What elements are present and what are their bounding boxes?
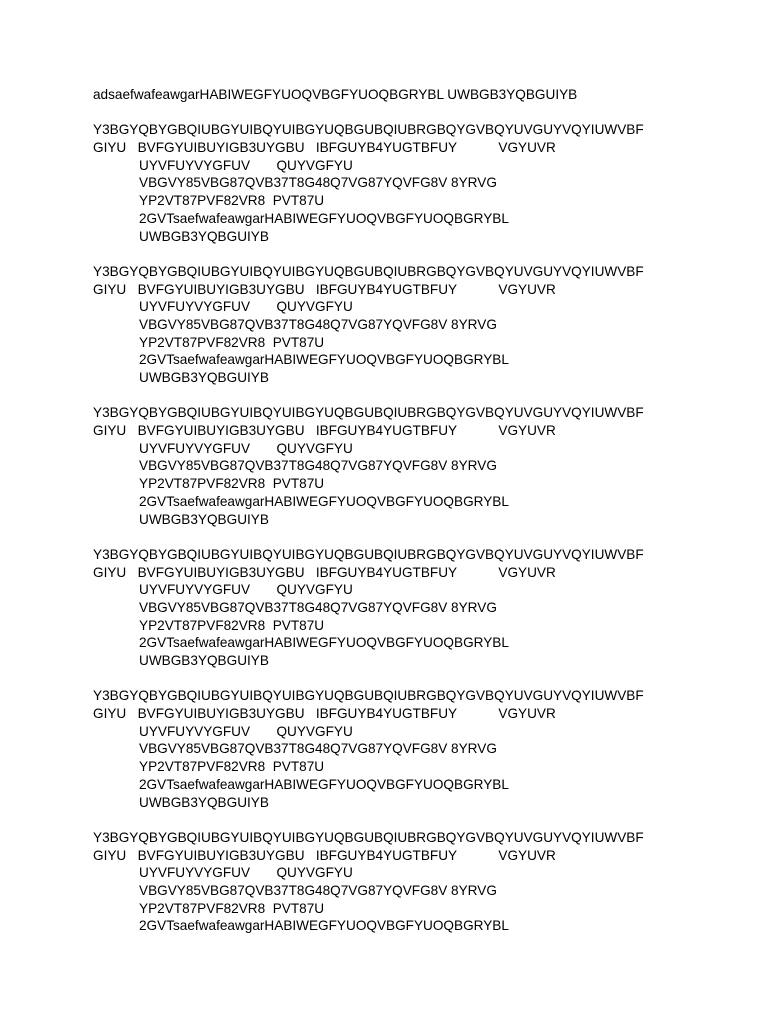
- spacer: [93, 528, 733, 546]
- block-line-2: GIYU BVFGYUIBUYIGB3UYGBU IBFGUYB4YUGTBFUY VGYUVR: [93, 564, 556, 580]
- block-line-6: 2GVTsaefwafeawgarHABIWEGFYUOQVBGFYUOQBGRYBL: [139, 776, 509, 792]
- block-line-1: Y3BGYQBYGBQIUBGYUIBQYUIBGYUQBGUBQIUBRGBQYGVBQYUVGUYVQYIUWVBF: [93, 546, 644, 562]
- intro-line: adsaefwafeawgarHABIWEGFYUOQVBGFYUOQBGRYBL UWBGB3YQBGUIYB: [93, 87, 578, 102]
- block-line-5: YP2VT87PVF82VR8 PVT87U: [139, 759, 325, 775]
- block-line-1: Y3BGYQBYGBQIUBGYUIBQYUIBGYUQBGUBQIUBRGBQYGVBQYUVGUYVQYIUWVBF: [93, 122, 644, 138]
- spacer: [93, 245, 733, 263]
- text-block: [93, 263, 733, 387]
- spacer: [93, 104, 733, 122]
- block-line-4: VBGVY85VBG87QVB37T8G48Q7VG87YQVFG8V 8YRVG: [139, 316, 497, 332]
- block-line-4: VBGVY85VBG87QVB37T8G48Q7VG87YQVFG8V 8YRVG: [139, 175, 497, 191]
- block-line-3: UYVFUYVYGFUV QUYVGFYU: [139, 440, 353, 456]
- document-page: [93, 86, 733, 935]
- block-line-6: 2GVTsaefwafeawgarHABIWEGFYUOQVBGFYUOQBGRYBL: [139, 352, 509, 368]
- block-line-6: 2GVTsaefwafeawgarHABIWEGFYUOQVBGFYUOQBGRYBL: [139, 493, 509, 509]
- block-line-4: VBGVY85VBG87QVB37T8G48Q7VG87YQVFG8V 8YRVG: [139, 458, 497, 474]
- block-line-2: GIYU BVFGYUIBUYIGB3UYGBU IBFGUYB4YUGTBFUY VGYUVR: [93, 706, 556, 722]
- block-line-3: UYVFUYVYGFUV QUYVGFYU: [139, 865, 353, 881]
- block-line-1: Y3BGYQBYGBQIUBGYUIBQYUIBGYUQBGUBQIUBRGBQYGVBQYUVGUYVQYIUWVBF: [93, 263, 644, 279]
- block-line-5: YP2VT87PVF82VR8 PVT87U: [139, 617, 325, 633]
- block-line-1: Y3BGYQBYGBQIUBGYUIBQYUIBGYUQBGUBQIUBRGBQYGVBQYUVGUYVQYIUWVBF: [93, 829, 644, 845]
- text-block: [93, 404, 733, 528]
- block-line-2: GIYU BVFGYUIBUYIGB3UYGBU IBFGUYB4YUGTBFUY VGYUVR: [93, 281, 556, 297]
- text-block: [93, 687, 733, 811]
- text-block: [93, 829, 733, 935]
- text-block: [93, 546, 733, 670]
- block-line-6: 2GVTsaefwafeawgarHABIWEGFYUOQVBGFYUOQBGRYBL: [139, 210, 509, 226]
- block-line-4: VBGVY85VBG87QVB37T8G48Q7VG87YQVFG8V 8YRVG: [139, 882, 497, 898]
- block-line-4: VBGVY85VBG87QVB37T8G48Q7VG87YQVFG8V 8YRVG: [139, 599, 497, 615]
- block-line-7: UWBGB3YQBGUIYB: [139, 794, 269, 810]
- block-line-7: UWBGB3YQBGUIYB: [139, 228, 269, 244]
- text-block: [93, 121, 733, 245]
- block-line-5: YP2VT87PVF82VR8 PVT87U: [139, 334, 325, 350]
- block-line-5: YP2VT87PVF82VR8 PVT87U: [139, 476, 325, 492]
- block-line-3: UYVFUYVYGFUV QUYVGFYU: [139, 723, 353, 739]
- block-line-7: UWBGB3YQBGUIYB: [139, 511, 269, 527]
- block-line-2: GIYU BVFGYUIBUYIGB3UYGBU IBFGUYB4YUGTBFUY VGYUVR: [93, 140, 556, 156]
- spacer: [93, 811, 733, 829]
- block-line-1: Y3BGYQBYGBQIUBGYUIBQYUIBGYUQBGUBQIUBRGBQYGVBQYUVGUYVQYIUWVBF: [93, 405, 644, 421]
- spacer: [93, 387, 733, 405]
- block-line-3: UYVFUYVYGFUV QUYVGFYU: [139, 299, 353, 315]
- block-line-6: 2GVTsaefwafeawgarHABIWEGFYUOQVBGFYUOQBGRYBL: [139, 918, 509, 934]
- block-line-7: UWBGB3YQBGUIYB: [139, 370, 269, 385]
- block-line-4: VBGVY85VBG87QVB37T8G48Q7VG87YQVFG8V 8YRVG: [139, 741, 497, 757]
- block-line-2: GIYU BVFGYUIBUYIGB3UYGBU IBFGUYB4YUGTBFUY VGYUVR: [93, 847, 556, 863]
- block-line-3: UYVFUYVYGFUV QUYVGFYU: [139, 157, 353, 173]
- spacer: [93, 670, 733, 688]
- block-line-5: YP2VT87PVF82VR8 PVT87U: [139, 193, 325, 209]
- block-line-6: 2GVTsaefwafeawgarHABIWEGFYUOQVBGFYUOQBGRYBL: [139, 635, 509, 651]
- block-line-5: YP2VT87PVF82VR8 PVT87U: [139, 900, 325, 916]
- block-line-2: GIYU BVFGYUIBUYIGB3UYGBU IBFGUYB4YUGTBFUY VGYUVR: [93, 423, 556, 439]
- block-line-1: Y3BGYQBYGBQIUBGYUIBQYUIBGYUQBGUBQIUBRGBQYGVBQYUVGUYVQYIUWVBF: [93, 688, 644, 704]
- block-line-7: UWBGB3YQBGUIYB: [139, 653, 269, 668]
- block-line-3: UYVFUYVYGFUV QUYVGFYU: [139, 582, 353, 598]
